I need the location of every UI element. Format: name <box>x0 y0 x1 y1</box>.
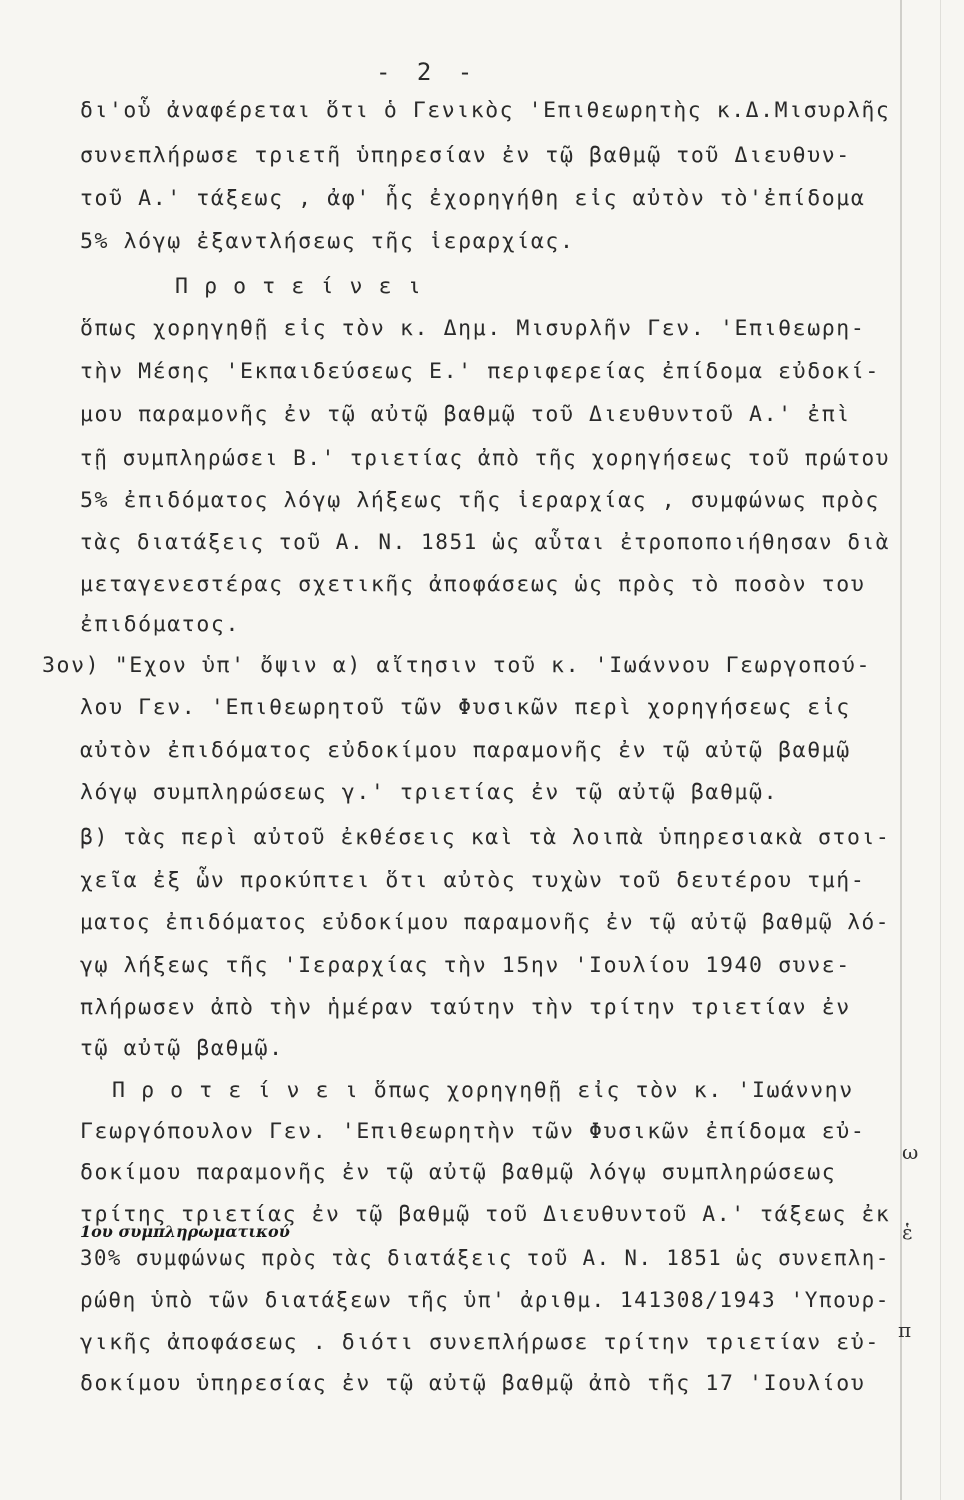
text-line: τὴν Μέσης 'Εκπαιδεύσεως Ε.' περιφερείας ἐπίδομα εὐδοκί- <box>80 359 880 384</box>
text-line: μεταγενεστέρας σχετικῆς ἀποφάσεως ὡς πρὸς τὸ ποσὸν του <box>80 572 866 597</box>
text-line: ματος ἐπιδόματος εὐδοκίμου παραμονῆς ἐν τῷ αὐτῷ βαθμῷ λό- <box>80 910 890 935</box>
text-line: δοκίμου ὑπηρεσίας ἐν τῷ αὐτῷ βαθμῷ ἀπὸ τῆς 17 'Ιουλίου <box>80 1371 866 1396</box>
text-line: γικῆς ἀποφάσεως . διότι συνεπλήρωσε τρίτην τριετίαν εὐ- <box>80 1330 880 1355</box>
handwritten-annotation: 1ου συμπληρωματικού <box>80 1222 290 1241</box>
text-line: Π ρ ο τ ε ί ν ε ι <box>175 274 423 299</box>
text-line: τρίτης τριετίας ἐν τῷ βαθμῷ τοῦ Διευθυντοῦ Α.' τάξεως ἐκ <box>80 1202 891 1227</box>
text-line: Γεωργόπουλον Γεν. 'Επιθεωρητὴν τῶν Φυσικῶν ἐπίδομα εὐ- <box>80 1119 866 1144</box>
text-line: ἐπιδόματος. <box>80 612 240 637</box>
text-line: τὰς διατάξεις τοῦ Α. Ν. 1851 ὡς αὗται ἐτροποποιήθησαν διὰ <box>80 530 890 555</box>
text-line: ὅπως χορηγηθῇ εἰς τὸν κ. Δημ. Μισυρλῆν Γεν. 'Επιθεωρη- <box>80 316 866 341</box>
text-line: 5% ἐπιδόματος λόγῳ λήξεως τῆς ἱεραρχίας , συμφώνως πρὸς <box>80 488 880 513</box>
text-line: πλήρωσεν ἀπὸ τὴν ἡμέραν ταύτην τὴν τρίτην τριετίαν ἐν <box>80 995 851 1020</box>
text-line: τῇ συμπληρώσει Β.' τριετίας ἀπὸ τῆς χορηγήσεως τοῦ πρώτου <box>80 446 890 471</box>
margin-mark: ω <box>902 1140 919 1164</box>
text-line: αὐτὸν ἐπιδόματος εὐδοκίμου παραμονῆς ἐν τῷ αὐτῷ βαθμῷ <box>80 738 851 763</box>
text-line: Π ρ ο τ ε ί ν ε ι ὅπως χορηγηθῇ εἰς τὸν κ. 'Ιωάννην <box>112 1078 854 1103</box>
text-line: λόγῳ συμπληρώσεως γ.' τριετίας ἐν τῷ αὐτῷ βαθμῷ. <box>80 780 779 805</box>
text-line: συνεπλήρωσε τριετῆ ὑπηρεσίαν ἐν τῷ βαθμῷ τοῦ Διευθυν- <box>80 143 851 168</box>
text-line: 3ον) "Εχον ὑπ' ὄψιν α) αἴτησιν τοῦ κ. 'Ιωάννου Γεωργοπού- <box>42 653 872 678</box>
text-line: β) τὰς περὶ αὐτοῦ ἐκθέσεις καὶ τὰ λοιπὰ ὑπηρεσιακὰ στοι- <box>80 825 891 850</box>
margin-rule-outer <box>940 0 941 1500</box>
margin-mark: π <box>898 1318 912 1342</box>
text-line: τοῦ Α.' τάξεως , ἀφ' ἧς ἐχορηγήθη εἰς αὐτὸν τὸ'ἐπίδομα <box>80 186 866 211</box>
text-line: ρώθη ὑπὸ τῶν διατάξεων τῆς ὑπ' ἀριθμ. 141308/1943 'Υπουρ- <box>80 1288 890 1313</box>
page-number: - 2 - <box>376 58 479 86</box>
text-line: δοκίμου παραμονῆς ἐν τῷ αὐτῷ βαθμῷ λόγῳ συμπληρώσεως <box>80 1160 837 1185</box>
text-line: μου παραμονῆς ἐν τῷ αὐτῷ βαθμῷ τοῦ Διευθυντοῦ Α.' ἐπὶ <box>80 402 851 427</box>
text-line: 30% συμφώνως πρὸς τὰς διατάξεις τοῦ Α. Ν. 1851 ὡς συνεπλη- <box>80 1246 890 1271</box>
text-line: τῷ αὐτῷ βαθμῷ. <box>80 1036 284 1061</box>
margin-mark: ἑ <box>902 1220 913 1244</box>
text-line: χεῖα ἐξ ὧν προκύπτει ὅτι αὐτὸς τυχὼν τοῦ δευτέρου τμή- <box>80 868 866 893</box>
text-line: 5% λόγῳ ἐξαντλήσεως τῆς ἱεραρχίας. <box>80 229 575 254</box>
text-line: δι'οὗ ἀναφέρεται ὅτι ὁ Γενικὸς 'Επιθεωρητὴς κ.Δ.Μισυρλῆς <box>80 98 891 123</box>
margin-rule <box>900 0 902 1500</box>
text-line: λου Γεν. 'Επιθεωρητοῦ τῶν Φυσικῶν περὶ χορηγήσεως εἰς <box>80 695 851 720</box>
text-line: γῳ λήξεως τῆς 'Ιεραρχίας τὴν 15ην 'Ιουλίου 1940 συνε- <box>80 953 851 978</box>
